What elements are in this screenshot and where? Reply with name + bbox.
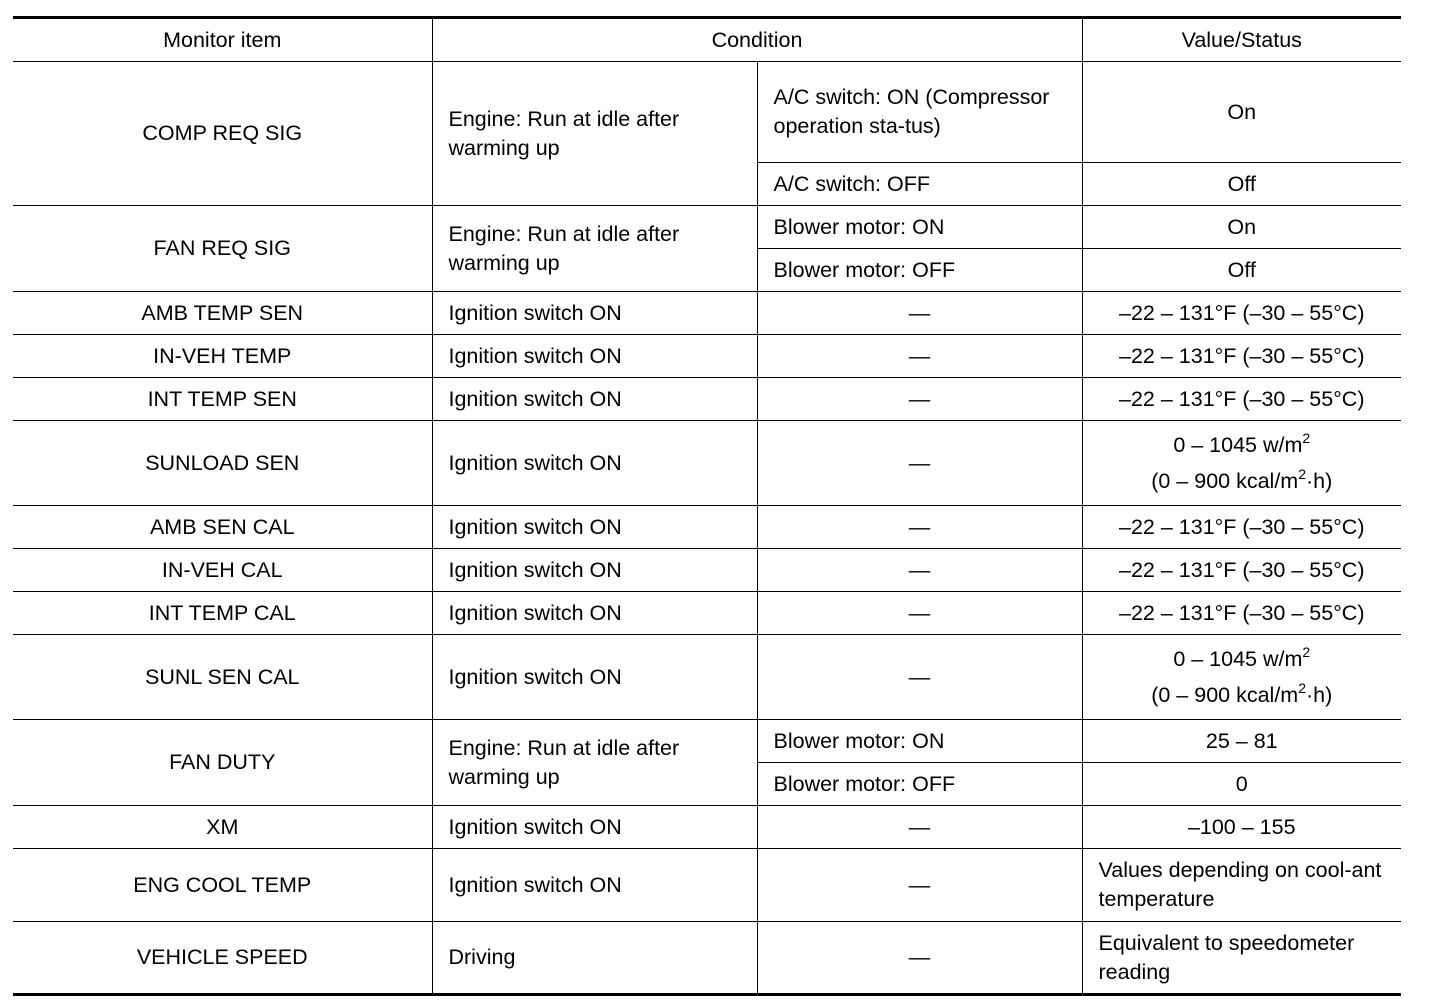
value-status: –22 – 131°F (–30 – 55°C) [1082, 335, 1401, 378]
table-row [13, 206, 1401, 249]
value-status: –22 – 131°F (–30 – 55°C) [1082, 506, 1401, 549]
sub-condition: Blower motor: ON [757, 720, 1082, 763]
sub-condition: — [757, 549, 1082, 592]
condition: Ignition switch ON [432, 635, 757, 720]
monitor-item: SUNLOAD SEN [13, 421, 432, 506]
table-row [13, 506, 1401, 549]
header-row [13, 18, 1401, 62]
value-status: On [1082, 62, 1401, 163]
monitor-item: FAN DUTY [13, 720, 432, 806]
monitor-item: COMP REQ SIG [13, 62, 432, 206]
value-status: –22 – 131°F (–30 – 55°C) [1082, 292, 1401, 335]
value-status: 25 – 81 [1082, 720, 1401, 763]
value-status: Off [1082, 249, 1401, 292]
header-condition: Condition [432, 18, 1082, 62]
monitor-item: INT TEMP CAL [13, 592, 432, 635]
monitor-item: VEHICLE SPEED [13, 922, 432, 995]
table-row [13, 849, 1401, 922]
sub-condition: — [757, 806, 1082, 849]
header-value-status: Value/Status [1082, 18, 1401, 62]
table-row [13, 292, 1401, 335]
condition: Ignition switch ON [432, 592, 757, 635]
table-row [13, 335, 1401, 378]
condition: Ignition switch ON [432, 335, 757, 378]
monitor-item: INT TEMP SEN [13, 378, 432, 421]
sub-condition: — [757, 506, 1082, 549]
table-row [13, 421, 1401, 506]
sub-condition: A/C switch: OFF [757, 163, 1082, 206]
table-row [13, 635, 1401, 720]
condition: Engine: Run at idle after warming up [432, 206, 757, 292]
value-status: Off [1082, 163, 1401, 206]
value-status: –22 – 131°F (–30 – 55°C) [1082, 592, 1401, 635]
sub-condition: — [757, 922, 1082, 995]
value-status: 0 [1082, 763, 1401, 806]
value-line-2: (0 – 900 kcal/$m^2\cdot h$) [1151, 680, 1333, 707]
table-row [13, 378, 1401, 421]
value-status: –100 – 155 [1082, 806, 1401, 849]
table-row [13, 592, 1401, 635]
monitor-item: AMB SEN CAL [13, 506, 432, 549]
monitor-item: IN-VEH TEMP [13, 335, 432, 378]
table-row [13, 62, 1401, 163]
sub-condition: — [757, 592, 1082, 635]
value-status: On [1082, 206, 1401, 249]
condition: Ignition switch ON [432, 506, 757, 549]
monitor-item: XM [13, 806, 432, 849]
sub-condition: — [757, 292, 1082, 335]
sub-condition: Blower motor: ON [757, 206, 1082, 249]
table-row [13, 720, 1401, 763]
sub-condition: Blower motor: OFF [757, 763, 1082, 806]
monitor-item: FAN REQ SIG [13, 206, 432, 292]
value-line-1: 0 – 1045 $w/m^2$ [1173, 644, 1311, 671]
table-row [13, 549, 1401, 592]
sub-condition: — [757, 378, 1082, 421]
sub-condition: — [757, 335, 1082, 378]
monitor-item: AMB TEMP SEN [13, 292, 432, 335]
condition: Ignition switch ON [432, 849, 757, 922]
value-status: –22 – 131°F (–30 – 55°C) [1082, 549, 1401, 592]
value-status: Equivalent to speedometer reading [1082, 922, 1401, 995]
table-row [13, 806, 1401, 849]
condition: Ignition switch ON [432, 292, 757, 335]
monitor-item: ENG COOL TEMP [13, 849, 432, 922]
condition: Ignition switch ON [432, 806, 757, 849]
condition: Engine: Run at idle after warming up [432, 720, 757, 806]
value-line-1: 0 – 1045 $w/m^2$ [1173, 430, 1311, 457]
value-status: Values depending on cool-ant temperature [1082, 849, 1401, 922]
header-monitor-item: Monitor item [13, 18, 432, 62]
condition: Ignition switch ON [432, 378, 757, 421]
value-status: –22 – 131°F (–30 – 55°C) [1082, 378, 1401, 421]
sub-condition: A/C switch: ON (Compressor operation sta-tus) [757, 62, 1082, 163]
monitor-item: IN-VEH CAL [13, 549, 432, 592]
value-status [1082, 421, 1401, 506]
condition: Driving [432, 922, 757, 995]
sub-condition: — [757, 421, 1082, 506]
sub-condition: — [757, 635, 1082, 720]
value-line-2: (0 – 900 kcal/$m^2\cdot h$) [1151, 466, 1333, 493]
monitor-item-table [13, 16, 1401, 996]
table-row [13, 922, 1401, 995]
value-status [1082, 635, 1401, 720]
condition: Ignition switch ON [432, 549, 757, 592]
condition: Engine: Run at idle after warming up [432, 62, 757, 206]
sub-condition: — [757, 849, 1082, 922]
sub-condition: Blower motor: OFF [757, 249, 1082, 292]
condition: Ignition switch ON [432, 421, 757, 506]
monitor-item: SUNL SEN CAL [13, 635, 432, 720]
